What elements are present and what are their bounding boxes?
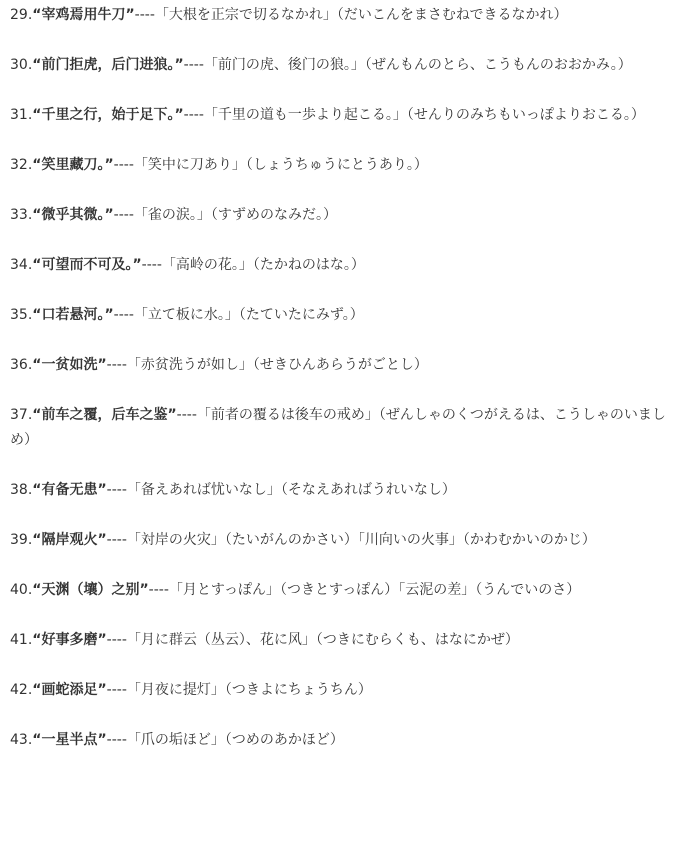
chinese-idiom: “隔岸观火” [32,532,107,548]
entry-number: 34. [10,257,33,273]
entry-number: 36. [10,357,33,373]
list-item [10,403,680,453]
entry-number: 43. [10,732,33,748]
list-item [10,578,680,603]
list-item [10,678,680,703]
list-item [10,3,680,28]
entry-number: 31. [10,107,33,123]
list-item [10,728,680,753]
japanese-translation: ----「备えあれば忧いなし」（そなえあればうれいなし） [106,482,456,498]
entry-number: 40. [10,582,33,598]
list-item [10,203,680,228]
list-item [10,303,680,328]
entry-number: 35. [10,307,33,323]
chinese-idiom: “口若悬河。” [32,307,114,323]
entry-number: 41. [10,632,33,648]
chinese-idiom: “一贫如洗” [32,357,107,373]
chinese-idiom: “前门拒虎，后门进狼。” [32,57,184,73]
list-item [10,153,680,178]
japanese-translation: ----「月とすっぽん」（つきとすっぽん）「云泥の差」（うんでいのさ） [148,582,581,598]
entry-number: 30. [10,57,33,73]
list-item [10,528,680,553]
japanese-translation: ----「対岸の火灾」（たいがんのかさい）「川向いの火事」（かわむかいのかじ） [106,532,596,548]
japanese-translation: ----「千里の道も一歩より起こる。」（せんりのみちもいっぽよりおこる。） [183,107,645,123]
chinese-idiom: “笑里藏刀。” [32,157,114,173]
entry-number: 32. [10,157,33,173]
list-item [10,353,680,378]
chinese-idiom: “天渊（壤）之别” [32,582,149,598]
chinese-idiom: “可望而不可及。” [32,257,142,273]
japanese-translation: ----「赤贫洗うが如し」（せきひんあらうがごとし） [106,357,428,373]
entry-number: 33. [10,207,33,223]
list-item [10,253,680,278]
chinese-idiom: “微乎其微。” [32,207,114,223]
japanese-translation: ----「前者の覆るは後车の戒め」（ぜんしゃのくつがえるは、こうしゃのいましめ） [10,407,666,448]
list-item [10,53,680,78]
list-item [10,478,680,503]
japanese-translation: ----「爪の垢ほど」（つめのあかほど） [106,732,344,748]
japanese-translation: ----「前门の虎、後门の狼。」（ぜんもんのとら、こうもんのおおかみ。） [183,57,632,73]
entry-number: 42. [10,682,33,698]
japanese-translation: ----「立て板に水。」（たていたにみず。） [113,307,364,323]
list-item [10,103,680,128]
chinese-idiom: “有备无患” [32,482,107,498]
entry-number: 39. [10,532,33,548]
entry-number: 29. [10,7,33,23]
japanese-translation: ----「高岭の花。」（たかねのはな。） [141,257,365,273]
chinese-idiom: “千里之行，始于足下。” [32,107,184,123]
entry-number: 37. [10,407,33,423]
list-item [10,628,680,653]
japanese-translation: ----「月に群云（丛云）、花に风」（つきにむらくも、はなにかぜ） [106,632,519,648]
chinese-idiom: “宰鸡焉用牛刀” [32,7,135,23]
japanese-translation: ----「大根を正宗で切るなかれ」（だいこんをまさむねできるなかれ） [134,7,568,23]
japanese-translation: ----「月夜に提灯」（つきよにちょうちん） [106,682,372,698]
entry-number: 38. [10,482,33,498]
japanese-translation: ----「雀の涙。」（すずめのなみだ。） [113,207,338,223]
chinese-idiom: “一星半点” [32,732,107,748]
chinese-idiom: “画蛇添足” [32,682,107,698]
chinese-idiom: “前车之覆，后车之鉴” [32,407,177,423]
japanese-translation: ----「笑中に刀あり」（しょうちゅうにとうあり。） [113,157,428,173]
chinese-idiom: “好事多磨” [32,632,107,648]
